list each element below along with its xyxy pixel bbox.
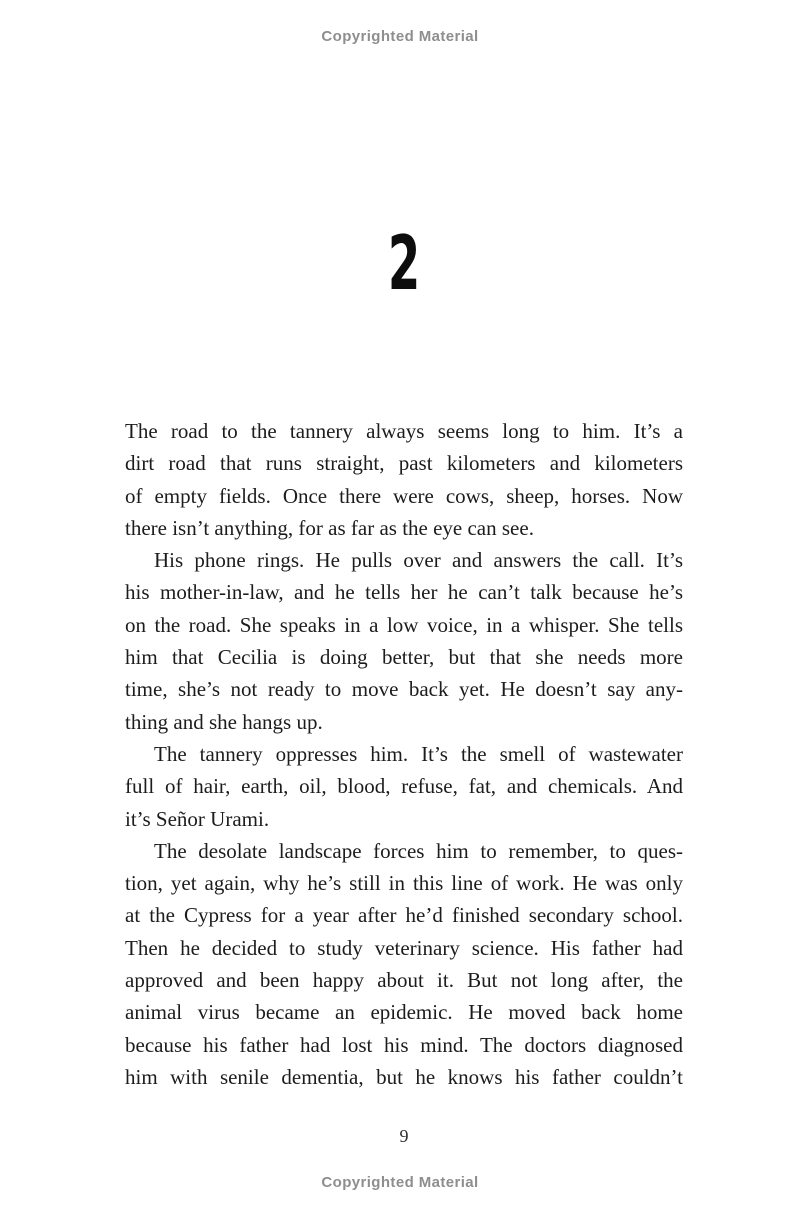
text-line: it’s Señor Urami. xyxy=(125,806,270,831)
copyright-notice-top: Copyrighted Material xyxy=(321,28,479,45)
text-line: His phone rings. He pulls over and answers the call. It’s xyxy=(154,548,683,573)
text-line: at the Cypress for a year after he’d finished secondary school. xyxy=(125,903,683,928)
text-line: of empty fields. Once there were cows, sheep, horses. Now xyxy=(125,483,683,508)
text-line: time, she’s not ready to move back yet. He doesn’t say any- xyxy=(125,677,683,702)
text-line: The tannery oppresses him. It’s the smell of wastewater xyxy=(154,741,683,766)
text-line: there isn’t anything, for as far as the eye can see. xyxy=(125,515,534,540)
text-line: him with senile dementia, but he knows his father couldn’t xyxy=(125,1064,683,1089)
page-number: 9 xyxy=(399,1126,409,1146)
text-line: Then he decided to study veterinary science. His father had xyxy=(125,935,683,960)
text-line: his mother-in-law, and he tells her he can’t talk because he’s xyxy=(125,580,683,605)
body-text xyxy=(125,415,683,1093)
text-line: The desolate landscape forces him to remember, to ques- xyxy=(154,838,683,863)
text-line: dirt road that runs straight, past kilometers and kilometers xyxy=(125,451,683,476)
copyright-notice-bottom: Copyrighted Material xyxy=(321,1174,479,1191)
text-line: because his father had lost his mind. The doctors diagnosed xyxy=(125,1032,683,1057)
text-line: thing and she hangs up. xyxy=(125,709,323,734)
text-line: approved and been happy about it. But not long after, the xyxy=(125,968,683,993)
text-line: him that Cecilia is doing better, but that she needs more xyxy=(125,645,683,670)
text-line: on the road. She speaks in a low voice, in a whisper. She tells xyxy=(125,612,683,637)
text-line: animal virus became an epidemic. He moved back home xyxy=(125,1000,683,1025)
chapter-number: 2 xyxy=(387,219,421,307)
text-line: tion, yet again, why he’s still in this line of work. He was only xyxy=(125,871,683,896)
text-line: The road to the tannery always seems long to him. It’s a xyxy=(125,419,683,443)
text-line: full of hair, earth, oil, blood, refuse, fat, and chemicals. And xyxy=(125,774,683,799)
